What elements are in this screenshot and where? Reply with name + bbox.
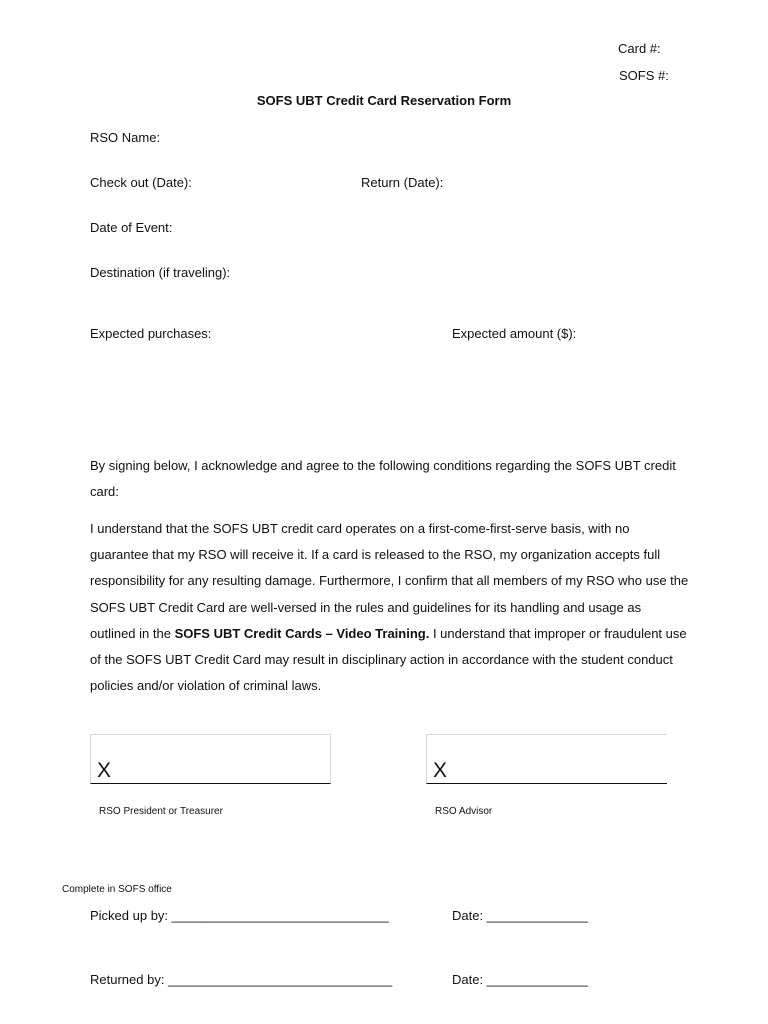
signature-x-mark: X bbox=[97, 759, 112, 782]
rso-advisor-signature-box[interactable] bbox=[426, 734, 667, 784]
expected-amount-label: Expected amount ($): bbox=[452, 326, 577, 341]
agreement-body-part1: I understand that the SOFS UBT credit card operates on a first-come-first-serve basis, with no guarantee that my RSO will receive it. If a card is released to the RSO, my organization accepts full responsibility for any resulting damage. Furthermore, I confirm that all members of my RSO who use the SOFS UBT Credit Card are well-versed in the rules and guidelines for its handling and usage as outlined in the bbox=[90, 521, 689, 641]
destination-label: Destination (if traveling): bbox=[90, 265, 231, 280]
rso-advisor-caption: RSO Advisor bbox=[435, 806, 493, 817]
card-number-label: Card #: bbox=[618, 41, 661, 56]
agreement-body bbox=[90, 516, 690, 699]
returned-by-line: Returned by: _______________________________ bbox=[90, 972, 393, 987]
rso-officer-signature-box[interactable] bbox=[90, 734, 331, 784]
video-training-reference: SOFS UBT Credit Cards – Video Training. bbox=[174, 625, 430, 641]
returned-date-line: Date: ______________ bbox=[452, 972, 588, 987]
check-out-date-label: Check out (Date): bbox=[90, 175, 192, 190]
form-title: SOFS UBT Credit Card Reservation Form bbox=[256, 93, 512, 108]
office-note: Complete in SOFS office bbox=[62, 884, 172, 895]
signature-x-mark: X bbox=[433, 759, 448, 782]
agreement-intro: By signing below, I acknowledge and agree to the following conditions regarding the SOFS UBT credit card: bbox=[90, 458, 676, 500]
agreement-body-part2: I understand that improper or fraudulent use of the SOFS UBT Credit Card may result in disciplinary action in accordance with the student conduct policies and/or violation of criminal laws. bbox=[90, 625, 687, 694]
rso-name-label: RSO Name: bbox=[90, 130, 161, 145]
return-date-label: Return (Date): bbox=[361, 175, 444, 190]
rso-officer-caption: RSO President or Treasurer bbox=[99, 806, 223, 817]
expected-purchases-label: Expected purchases: bbox=[90, 326, 212, 341]
picked-up-by-line: Picked up by: ______________________________ bbox=[90, 908, 389, 923]
sofs-number-label: SOFS #: bbox=[619, 68, 669, 83]
picked-up-date-line: Date: ______________ bbox=[452, 908, 588, 923]
date-of-event-label: Date of Event: bbox=[90, 220, 173, 235]
